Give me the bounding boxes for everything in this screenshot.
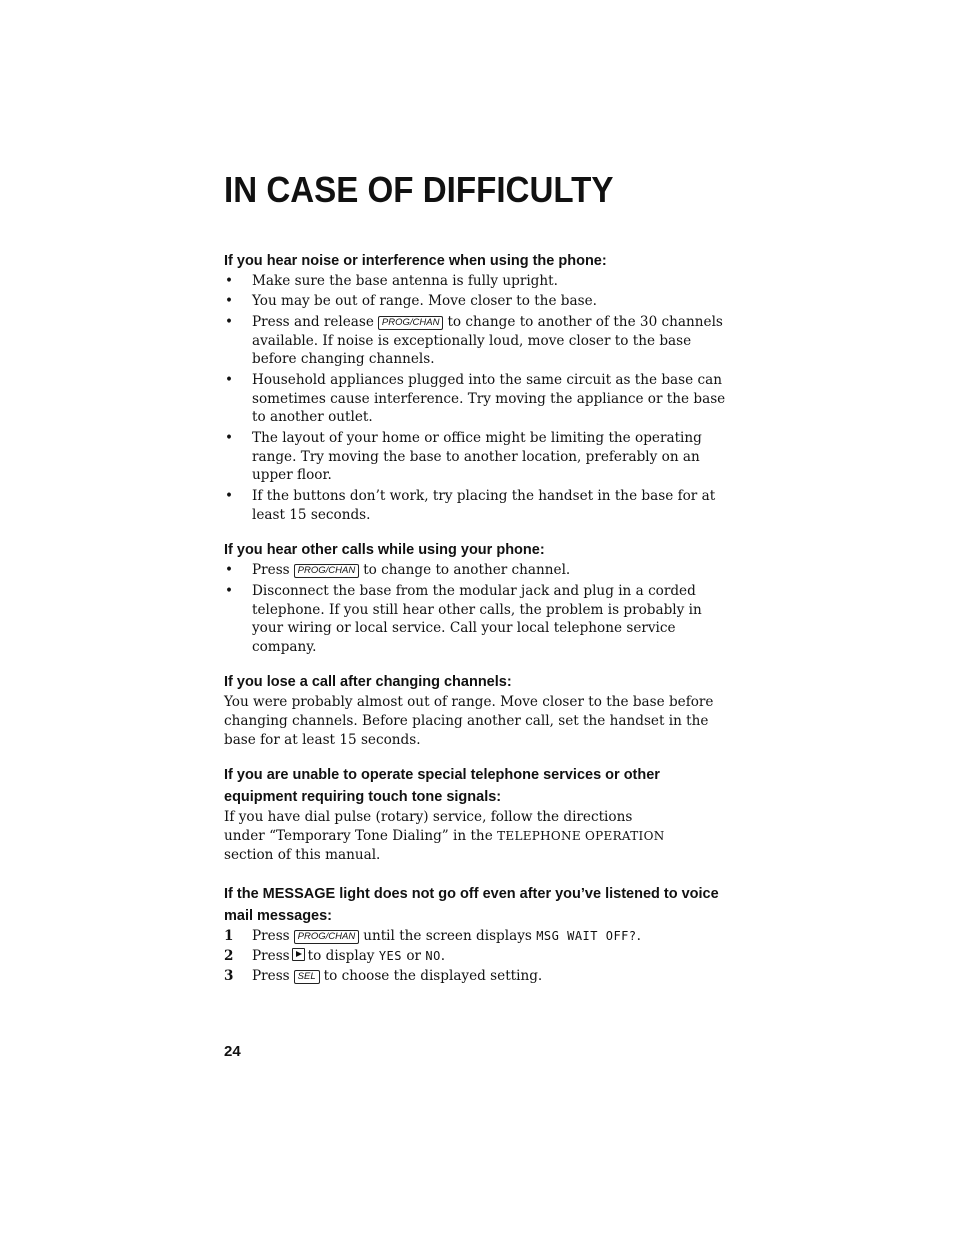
section-heading: If you are unable to operate special telephone services or other equipment requiring touch tone signals:	[224, 767, 660, 806]
section-heading: If you hear noise or interference when using the phone:	[224, 253, 607, 269]
section-heading: If the MESSAGE light does not go off even after you’ve listened to voice mail messages:	[224, 885, 719, 924]
right-arrow-key-icon	[292, 948, 305, 961]
bullet-list	[224, 272, 729, 524]
list-item: 2 Press to display YES or NO.	[224, 948, 446, 965]
lcd-text: YES	[378, 949, 402, 964]
list-item: • Household appliances plugged into the same circuit as the base can sometimes cause interference. Try moving the appliance or the base to another outlet.	[225, 371, 726, 426]
lcd-text: NO	[425, 949, 441, 964]
list-item: • Disconnect the base from the modular jack and plug in a corded telephone. If you still hear other calls, the problem is probably in your wiring or local service. Call your local telephone service company.	[225, 582, 702, 656]
section-other-calls	[224, 539, 729, 657]
section-heading: If you hear other calls while using your phone:	[224, 542, 545, 559]
section-heading: If you lose a call after changing channels:	[224, 673, 512, 690]
list-item: • Press PROG/CHAN to change to another channel.	[225, 562, 571, 579]
list-item: • Make sure the base antenna is fully upright.	[225, 273, 558, 289]
section-message	[224, 883, 729, 987]
prog-chan-key-icon: PROG/CHAN	[294, 930, 360, 944]
lcd-text: MSG WAIT OFF?	[536, 928, 637, 943]
prog-chan-key-icon: PROG/CHAN	[378, 316, 444, 330]
page-title: IN CASE OF DIFFICULTY	[224, 169, 614, 210]
bullet-list	[224, 561, 729, 657]
list-item: • You may be out of range. Move closer to the base.	[225, 293, 597, 310]
list-item: 3 Press SEL to choose the displayed setting.	[224, 968, 543, 985]
section-touch-tone	[224, 764, 729, 864]
section-lose-call	[224, 671, 729, 749]
list-item: 1 Press PROG/CHAN until the screen displays MSG WAIT OFF?.	[224, 927, 641, 944]
sel-key-icon: SEL	[294, 970, 320, 984]
list-item: • Press and release PROG/CHAN to change to another of the 30 channels available. If noise is exceptionally loud, move closer to the base before changing channels.	[225, 313, 723, 368]
page-content	[224, 168, 729, 988]
list-item: • If the buttons don’t work, try placing the handset in the base for at least 15 seconds.	[225, 487, 716, 523]
steps-list	[224, 927, 729, 987]
section-body: You were probably almost out of range. Move closer to the base before changing channels. Before placing another call, set the handset in the base for at least 15 seconds.	[224, 693, 714, 748]
page-number: 24	[224, 1043, 241, 1060]
prog-chan-key-icon: PROG/CHAN	[294, 564, 360, 578]
section-body: If you have dial pulse (rotary) service, follow the directions under “Temporary Tone Dialing” in the TELEPHONE OPERATION section of this manual.	[224, 809, 665, 863]
section-noise	[224, 250, 729, 524]
list-item: • The layout of your home or office might be limiting the operating range. Try moving the base to another location, preferably on an upper floor.	[225, 429, 702, 484]
